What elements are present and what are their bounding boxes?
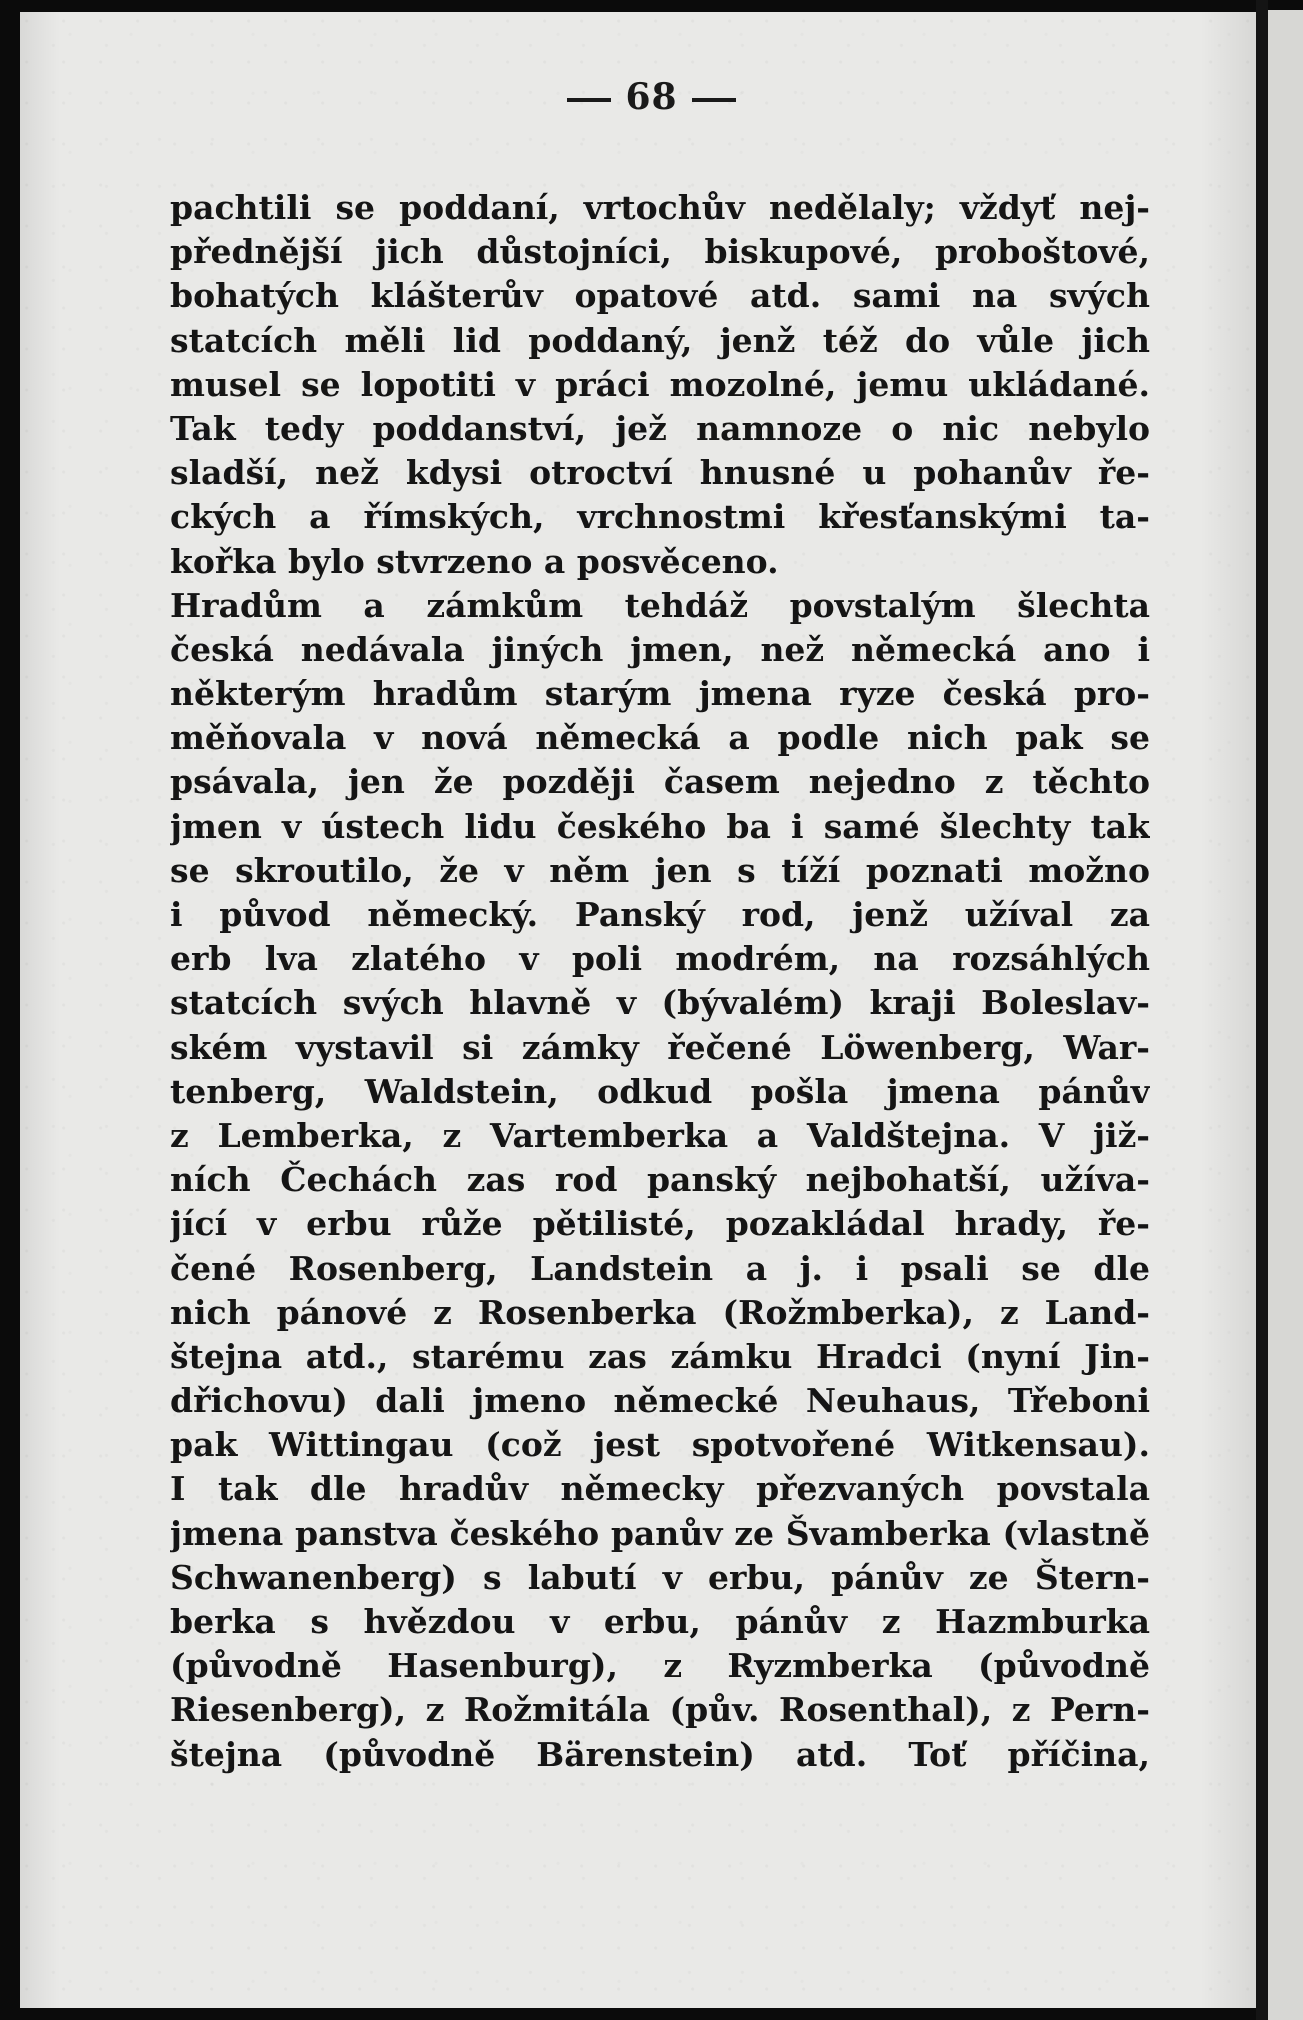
text-line: musel se lopotiti v práci mozolné, jemu ukládané.	[170, 364, 1150, 404]
text-line: (původně Hasenburg), z Ryzmberka (původně	[170, 1646, 1150, 1686]
text-line: Schwanenberg) s labutí v erbu, pánův ze Štern-	[170, 1557, 1150, 1597]
text-line: měňovala v nová německá a podle nich pak se	[170, 718, 1150, 758]
text-line: štejna (původně Bärenstein) atd. Toť příčina,	[170, 1734, 1150, 1774]
text-line: ckých a římských, vrchnostmi křesťanskými ta-	[170, 497, 1150, 537]
text-line: pak Wittingau (což jest spotvořené Witkensau).	[170, 1425, 1150, 1465]
text-line: statcích měli lid poddaný, jenž též do vůle jich	[170, 320, 1150, 360]
text-line: berka s hvězdou v erbu, pánův z Hazmburka	[170, 1602, 1150, 1641]
text-line: Riesenberg), z Rožmitála (pův. Rosenthal), z Pern-	[170, 1690, 1150, 1730]
text-line: i původ německý. Panský rod, jenž užíval za	[170, 895, 1150, 934]
text-line: dřichovu) dali jmeno německé Neuhaus, Třeboni	[170, 1381, 1150, 1421]
text-line: z Lemberka, z Vartemberka a Valdštejna. V již-	[170, 1115, 1150, 1155]
text-line: nich pánové z Rosenberka (Rožmberka), z Land-	[170, 1292, 1150, 1332]
text-line: čené Rosenberg, Landstein a j. i psali se dle	[170, 1248, 1150, 1288]
text-line: erb lva zlatého v poli modrém, na rozsáhlých	[170, 939, 1150, 979]
text-line: pachtili se poddaní, vrtochův nedělaly; vždyť nej-	[170, 188, 1150, 227]
text-line: ních Čechách zas rod panský nejbohatší, užíva-	[170, 1160, 1150, 1200]
page-number-left-dash	[567, 98, 611, 102]
text-line: sladší, než kdysi otroctví hnusné u pohanův ře-	[170, 453, 1150, 493]
text-line: bohatých klášterův opatové atd. sami na svých	[170, 276, 1150, 316]
text-line: Hradům a zámkům tehdáž povstalým šlechta	[170, 585, 1150, 625]
page-body-text	[170, 186, 1150, 1777]
text-line: některým hradům starým jmena ryze česká pro-	[170, 674, 1150, 714]
text-line: přednější jich důstojníci, biskupové, proboštové,	[170, 232, 1150, 272]
text-line: Tak tedy poddanství, jež namnoze o nic nebylo	[170, 408, 1150, 448]
text-line: ském vystavil si zámky řečené Löwenberg, War-	[170, 1027, 1150, 1067]
page-number-value: 68	[625, 76, 678, 118]
page-number-right-dash	[692, 98, 736, 102]
text-line: se skroutilo, že v něm jen s tíží poznati možno	[170, 850, 1150, 890]
text-line: jmen v ústech lidu českého ba i samé šlechty tak	[170, 806, 1150, 846]
text-line: I tak dle hradův německy přezvaných povstala	[170, 1469, 1150, 1509]
adjacent-page-edge	[1268, 10, 1303, 2020]
page-number	[0, 76, 1303, 118]
text-line: kořka bylo stvrzeno a posvěceno.	[170, 541, 779, 581]
text-line: jmena panstva českého panův ze Švamberka (vlastně	[170, 1513, 1150, 1553]
text-line: statcích svých hlavně v (bývalém) kraji Boleslav-	[170, 983, 1150, 1023]
text-line: česká nedávala jiných jmen, než německá ano i	[170, 629, 1150, 669]
text-line: štejna atd., starému zas zámku Hradci (nyní Jin-	[170, 1336, 1150, 1376]
book-gutter	[1256, 0, 1268, 2020]
text-line: jící v erbu růže pětilisté, pozakládal hrady, ře-	[170, 1204, 1150, 1244]
text-line: psávala, jen že později časem nejedno z těchto	[170, 762, 1150, 802]
text-line: tenberg, Waldstein, odkud pošla jmena pánův	[170, 1071, 1150, 1111]
